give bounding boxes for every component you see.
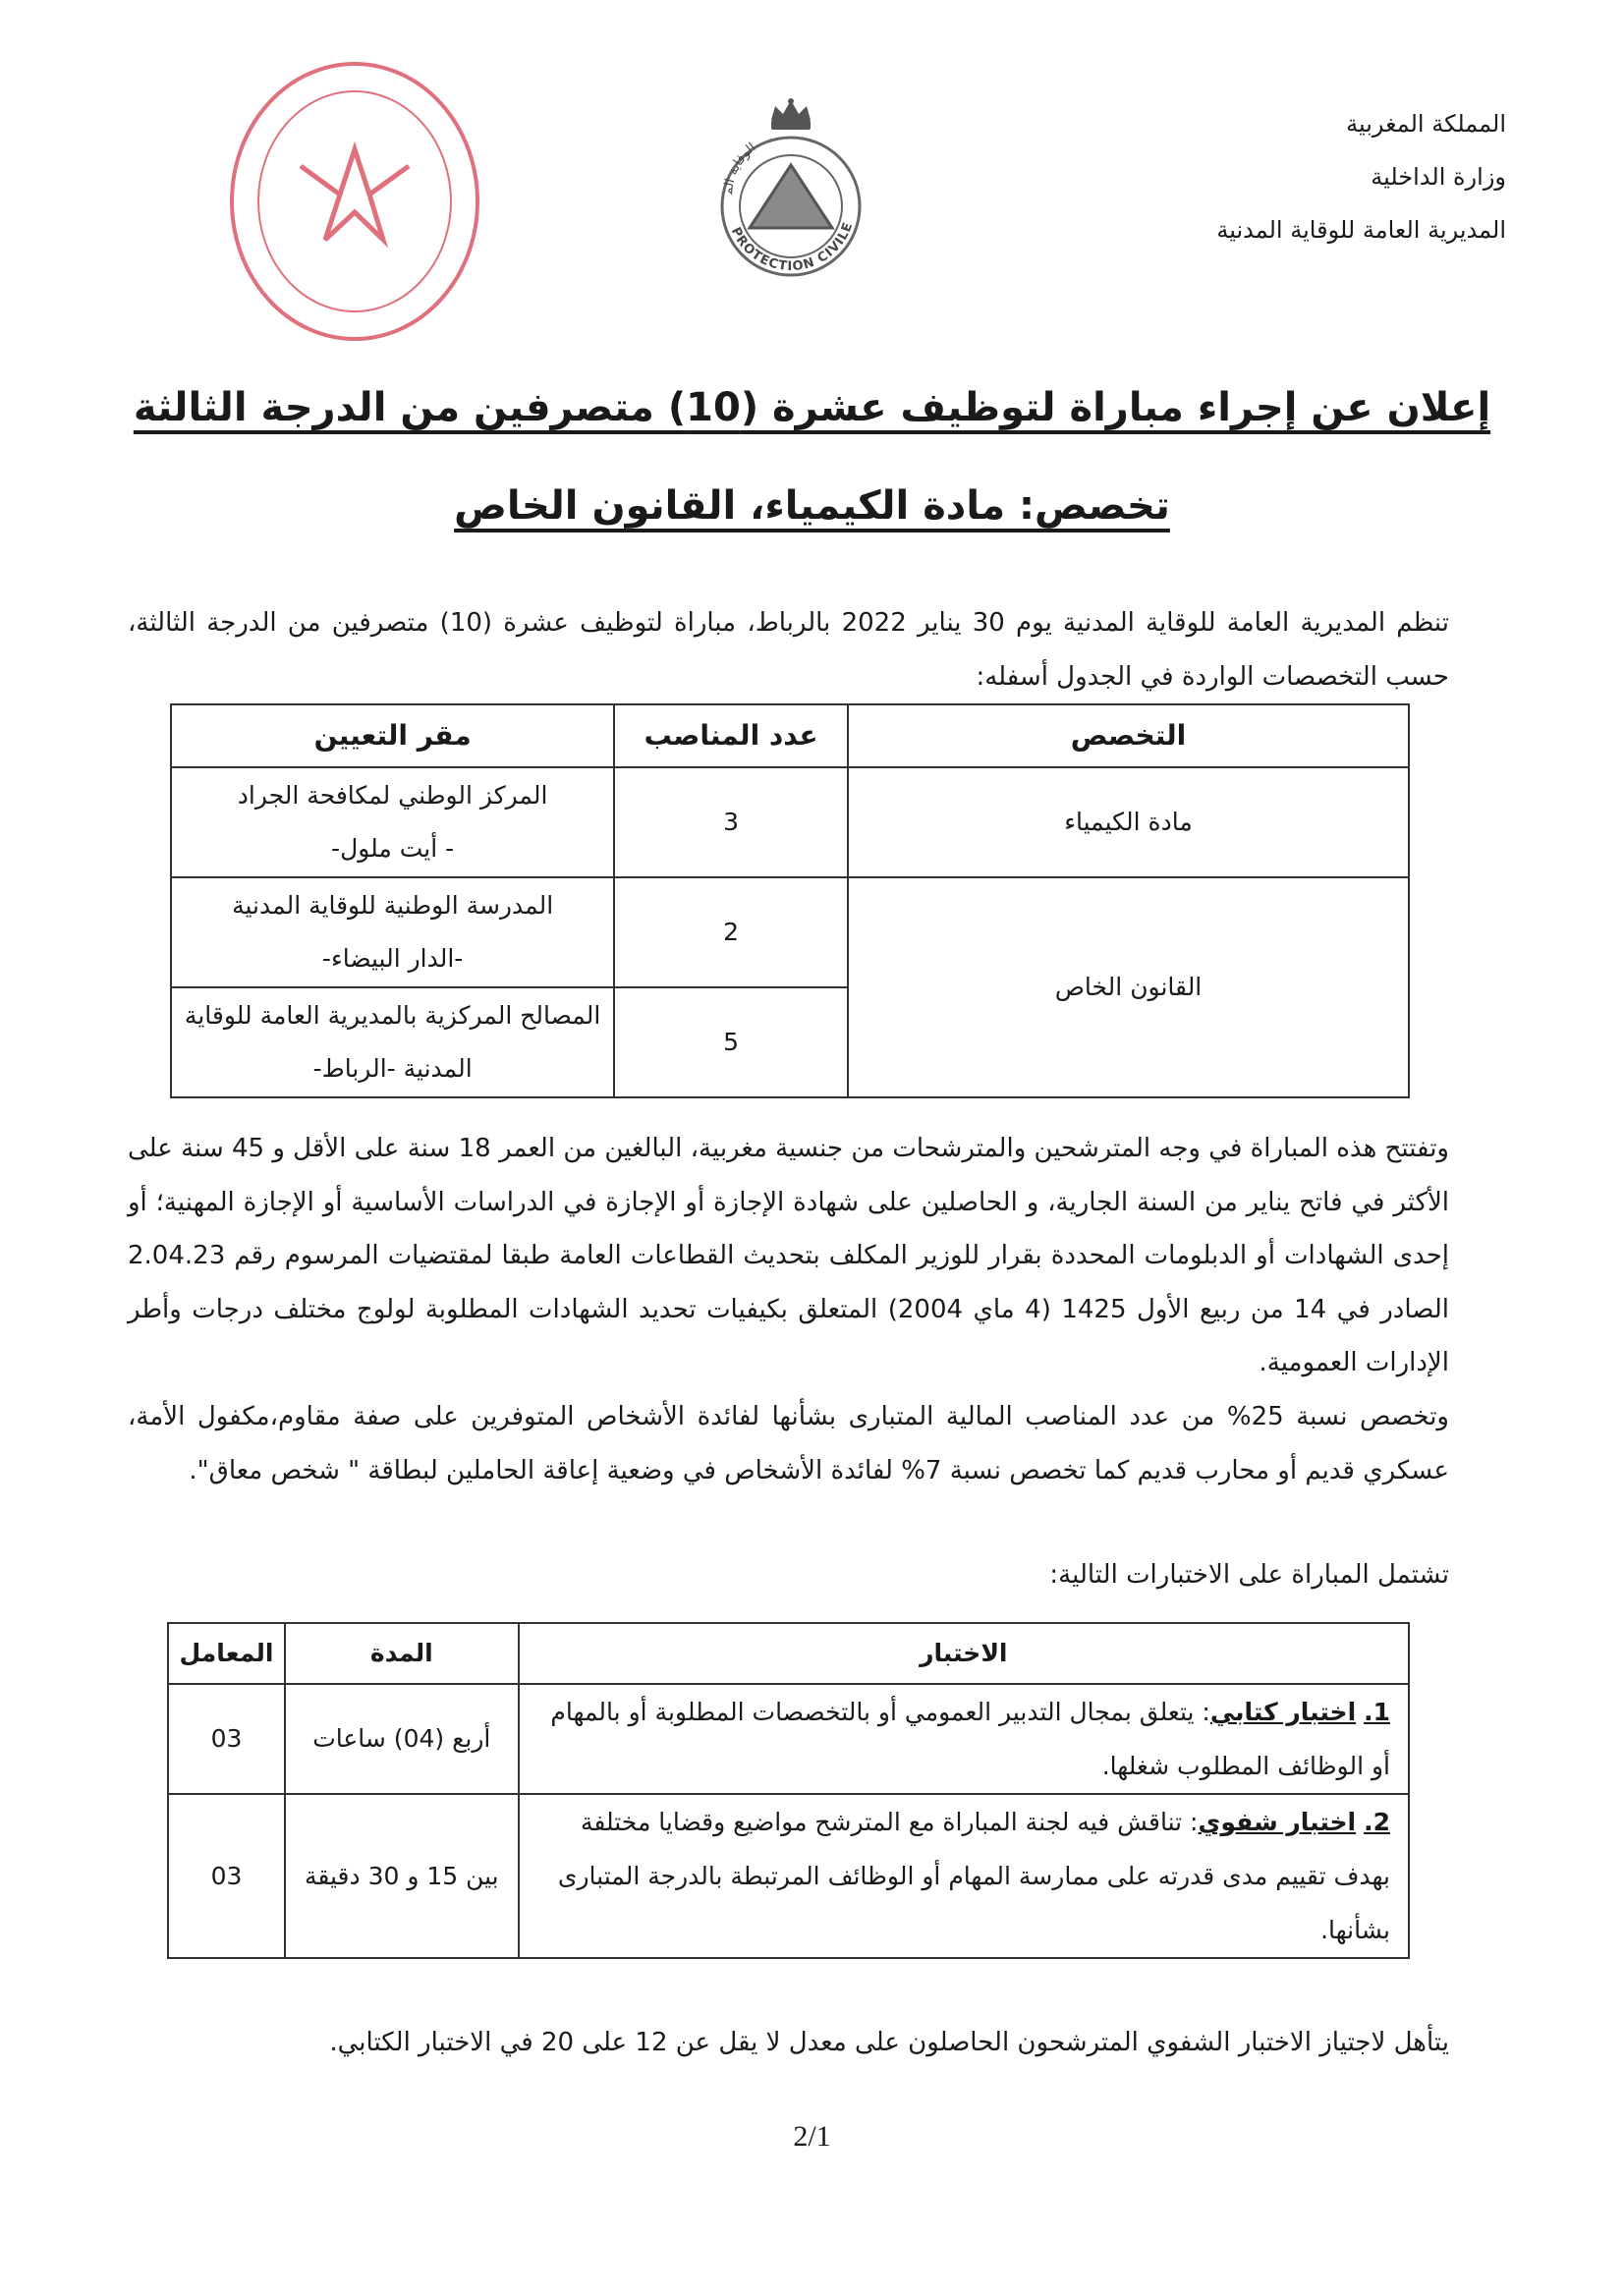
triangle-icon [750,165,832,228]
positions-table [170,703,1410,1098]
announcement-subtitle: تخصص: مادة الكيمياء، القانون الخاص [454,483,1170,529]
column-header: المدة [285,1623,519,1684]
count-cell: 5 [614,987,848,1097]
header-kingdom: المملكة المغربية [1346,110,1506,138]
column-header: الاختبار [519,1623,1409,1684]
eligibility-paragraph: وتفتتح هذه المباراة في وجه المترشحين والمترشحات من جنسية مغربية، البالغين من العمر 18 سنة على الأقل و 45 سنة على الأكثر في فاتح يناير من السنة الجارية، و الحاصلين على شهادة الإجازة أو الإجازة في الدراسات الأساسية أو الإجازة المهنية؛ أو إحدى الشهادات أو الدبلومات المحددة بقرار للوزير المكلف بتحديث القطاعات العامة طبقا لمقتضيات المرسوم رقم 2.04.23 الصادر في 14 من ربيع الأول 1425 (4 ماي 2004) المتعلق بكيفيات تحديد الشهادات المطلوبة لولوج مختلف درجات وأطر الإدارات العمومية. [128,1134,1449,1377]
civil-protection-logo [702,98,879,280]
specialty-cell: القانون الخاص [848,877,1409,1097]
star-icon [301,149,409,240]
page-number: 2/1 [793,2120,831,2153]
test-cell: 2. اختبار شفوي: تناقش فيه لجنة المباراة مع المترشح مواضيع وقضايا مختلفة بهدف تقييم مدى قدرته على ممارسة المهام أو الوظائف المرتبطة بالدرجة المتبارى بشأنها. [519,1794,1409,1958]
svg-text:الوقاية المدنية: الوقاية الم [720,140,759,196]
specialty-cell: مادة الكيمياء [848,767,1409,877]
official-stamp [226,39,483,344]
test-cell: 1. اختبار كتابي: يتعلق بمجال التدبير العمومي أو بالتخصصات المطلوبة أو بالمهام أو الوظائف المطلوب شغلها. [519,1684,1409,1794]
quota-paragraph: وتخصص نسبة 25% من عدد المناصب المالية المتبارى بشأنها لفائدة الأشخاص المتوفرين على صفة مقاوم،مكفول الأمة، عسكري قديم أو محارب قديم كما تخصص نسبة 7% لفائدة الأشخاص في وضعية إعاقة الحاملين لبطاقة " شخص معاق". [128,1402,1449,1485]
column-header: المعامل [168,1623,285,1684]
coef-cell: 03 [168,1794,285,1958]
table-row [171,877,1409,987]
table-header-row [171,704,1409,767]
header-ministry: وزارة الداخلية [1371,163,1506,191]
count-cell: 3 [614,767,848,877]
place-cell: المصالح المركزية بالمديرية العامة للوقاية المدنية -الرباط- [171,987,614,1097]
place-cell: المدرسة الوطنية للوقاية المدنية -الدار البيضاء- [171,877,614,987]
column-header: التخصص [848,704,1409,767]
duration-cell: أربع (04) ساعات [285,1684,519,1794]
announcement-title: إعلان عن إجراء مباراة لتوظيف عشرة (10) متصرفين من الدرجة الثالثة [133,385,1491,430]
svg-text:PROTECTION CIVILE: PROTECTION CIVILE [727,219,857,275]
table-row [171,767,1409,877]
place-cell: المركز الوطني لمكافحة الجراد - أيت ملول- [171,767,614,877]
crown-icon [771,98,811,130]
column-header: مقر التعيين [171,704,614,767]
svg-text:المملكة المغربية - مديرية الوق [226,39,236,45]
tests-intro: تشتمل المباراة على الاختبارات التالية: [1049,1560,1449,1590]
intro-paragraph: تنظم المديرية العامة للوقاية المدنية يوم 30 يناير 2022 بالرباط، مباراة لتوظيف عشرة (10) متصرفين من الدرجة الثالثة، حسب التخصصات الواردة في الجدول أسفله: [128,608,1449,692]
duration-cell: بين 15 و 30 دقيقة [285,1794,519,1958]
table-row [168,1794,1409,1958]
coef-cell: 03 [168,1684,285,1794]
column-header: عدد المناصب [614,704,848,767]
header-directorate: المديرية العامة للوقاية المدنية [1216,216,1506,244]
tests-table [167,1622,1410,1959]
count-cell: 2 [614,877,848,987]
table-row [168,1684,1409,1794]
table-header-row [168,1623,1409,1684]
closing-paragraph: يتأهل لاجتياز الاختبار الشفوي المترشحون الحاصلون على معدل لا يقل عن 12 على 20 في الاختبار الكتابي. [329,2028,1449,2057]
